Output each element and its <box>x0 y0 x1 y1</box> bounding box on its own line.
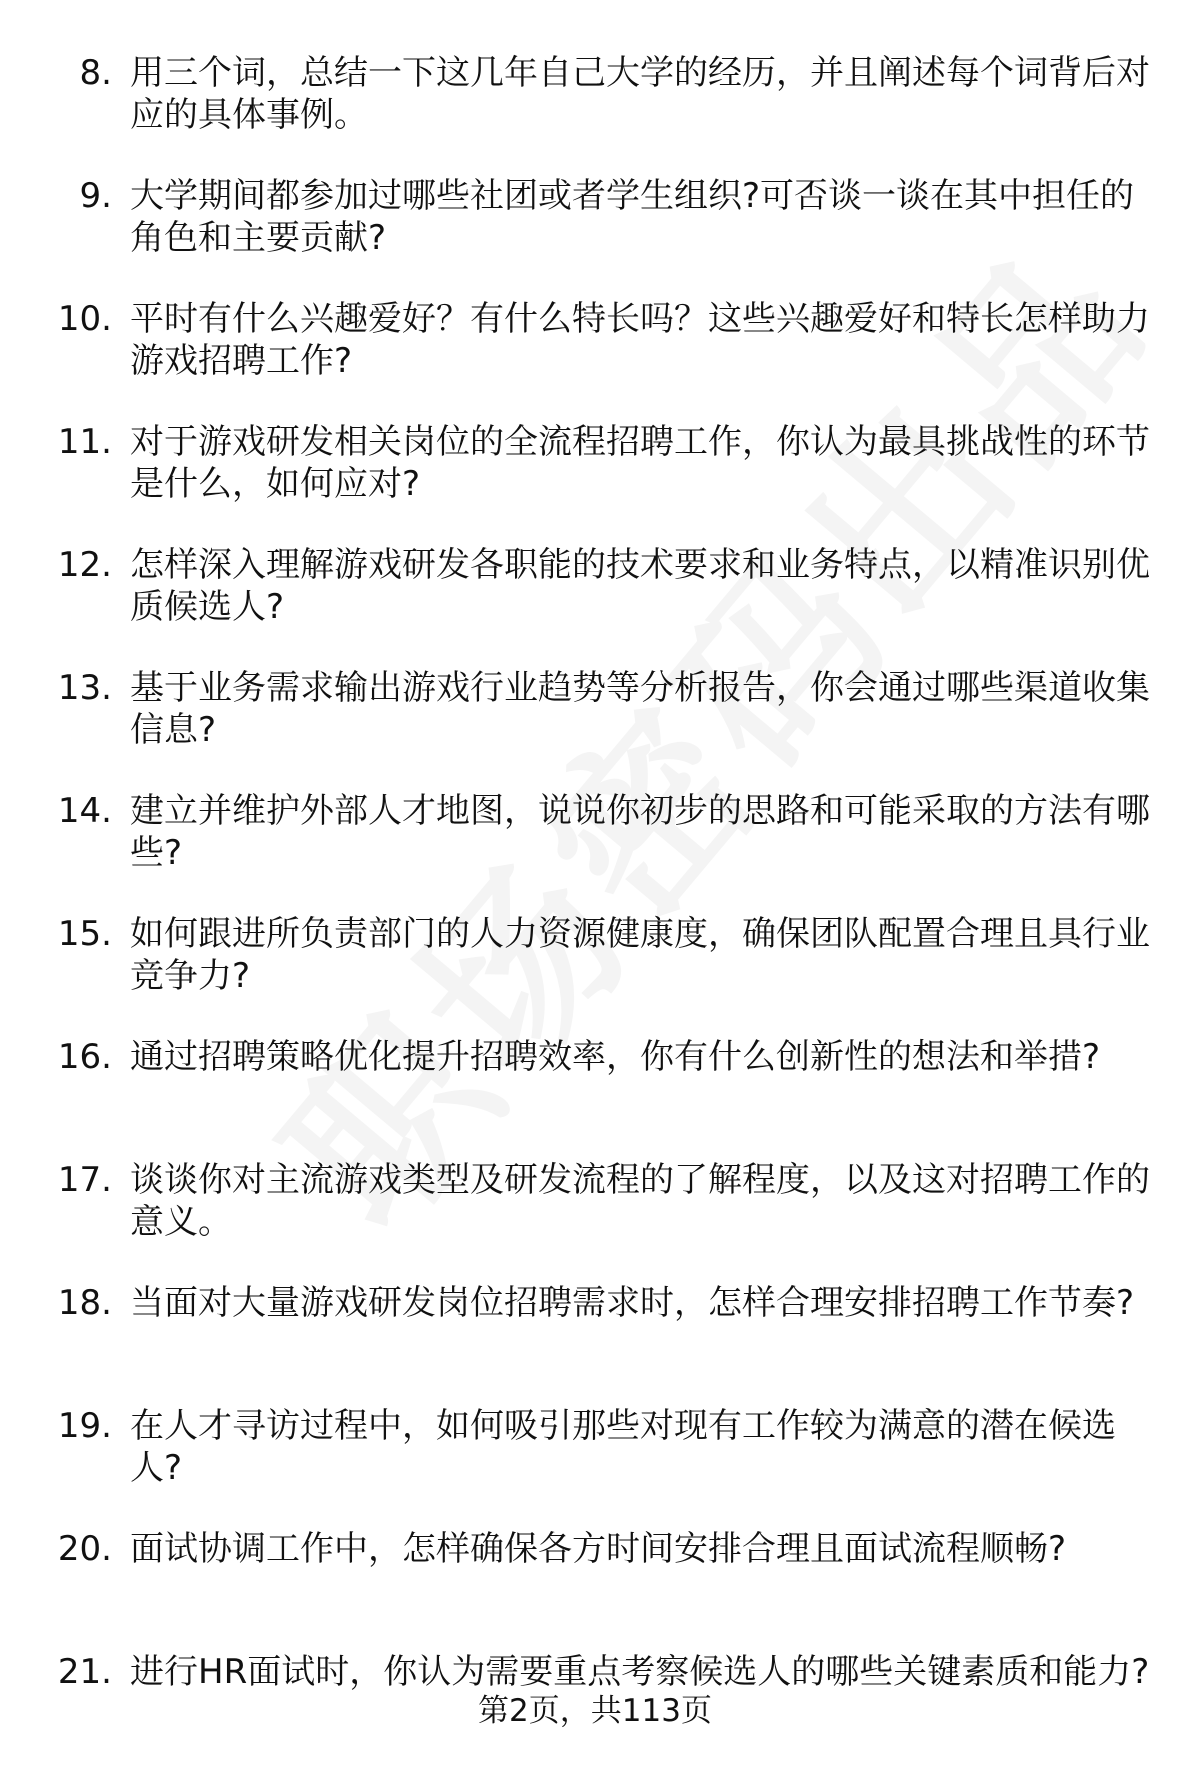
question-number: 13. <box>57 668 112 708</box>
question-number: 19. <box>57 1406 112 1446</box>
question-text: 用三个词，总结一下这几年自己大学的经历，并且阐述每个词背后对应的具体事例。 <box>130 53 1150 135</box>
question-number: 10. <box>57 299 112 339</box>
question-number: 12. <box>57 545 112 585</box>
list-item <box>0 175 1190 298</box>
list-item <box>0 1036 1190 1159</box>
question-text: 当面对大量游戏研发岗位招聘需求时，怎样合理安排招聘工作节奏? <box>130 1283 1135 1323</box>
page-number-footer: 第2页，共113页 <box>478 1693 712 1729</box>
question-number: 9. <box>79 176 112 216</box>
list-item <box>0 1405 1190 1528</box>
question-number: 8. <box>79 53 112 93</box>
list-item <box>0 790 1190 913</box>
list-item <box>0 667 1190 790</box>
question-number: 20. <box>57 1529 112 1569</box>
list-item <box>0 298 1190 421</box>
question-text: 怎样深入理解游戏研发各职能的技术要求和业务特点，以精准识别优质候选人? <box>130 545 1150 627</box>
list-item <box>0 913 1190 1036</box>
question-number: 16. <box>57 1037 112 1077</box>
question-list <box>0 52 1190 1774</box>
question-text: 建立并维护外部人才地图，说说你初步的思路和可能采取的方法有哪些? <box>130 791 1150 873</box>
list-item <box>0 1528 1190 1651</box>
question-text: 进行HR面试时，你认为需要重点考察候选人的哪些关键素质和能力? <box>130 1652 1150 1692</box>
question-text: 大学期间都参加过哪些社团或者学生组织?可否谈一谈在其中担任的角色和主要贡献? <box>130 176 1135 258</box>
list-item <box>0 1159 1190 1282</box>
question-text: 基于业务需求输出游戏行业趋势等分析报告，你会通过哪些渠道收集信息? <box>130 668 1150 750</box>
question-number: 15. <box>57 914 112 954</box>
question-text: 平时有什么兴趣爱好？有什么特长吗？这些兴趣爱好和特长怎样助力游戏招聘工作? <box>130 299 1150 381</box>
question-text: 谈谈你对主流游戏类型及研发流程的了解程度，以及这对招聘工作的意义。 <box>130 1160 1150 1242</box>
question-text: 对于游戏研发相关岗位的全流程招聘工作，你认为最具挑战性的环节是什么，如何应对? <box>130 422 1150 504</box>
question-number: 14. <box>57 791 112 831</box>
list-item <box>0 52 1190 175</box>
list-item <box>0 1282 1190 1405</box>
question-text: 在人才寻访过程中，如何吸引那些对现有工作较为满意的潜在候选人? <box>130 1406 1116 1488</box>
question-number: 17. <box>57 1160 112 1200</box>
question-text: 通过招聘策略优化提升招聘效率，你有什么创新性的想法和举措? <box>130 1037 1101 1077</box>
list-item <box>0 421 1190 544</box>
question-number: 18. <box>57 1283 112 1323</box>
list-item <box>0 544 1190 667</box>
question-number: 11. <box>57 422 112 462</box>
question-text: 面试协调工作中，怎样确保各方时间安排合理且面试流程顺畅? <box>130 1529 1067 1569</box>
question-text: 如何跟进所负责部门的人力资源健康度，确保团队配置合理且具行业竞争力? <box>130 914 1150 996</box>
question-number: 21. <box>57 1652 112 1692</box>
